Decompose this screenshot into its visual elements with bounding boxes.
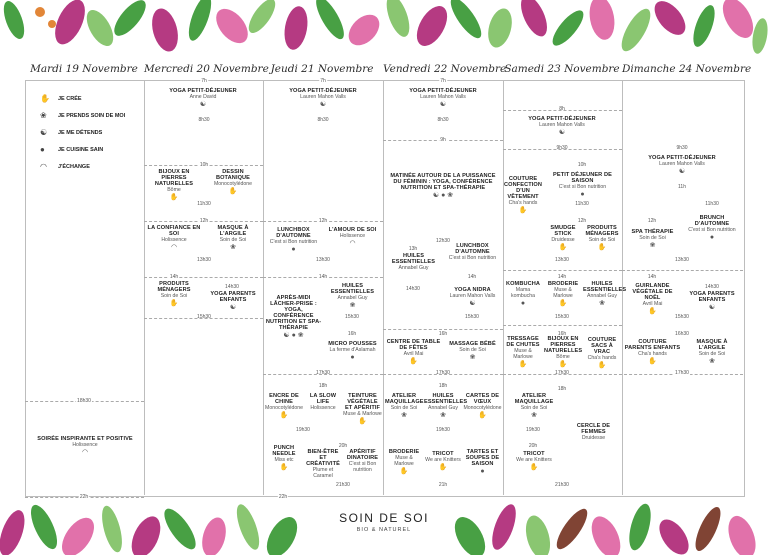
day-header-sunday: Dimanche 24 Novembre [622, 63, 752, 75]
hand-icon: ✋ [169, 194, 179, 201]
meditation-icon: ☯ [40, 127, 48, 137]
time-label: 11h [678, 184, 686, 190]
legend [40, 90, 125, 175]
legend-item: ◠ J'ÉCHANGE [40, 161, 90, 171]
hand-icon: ✋ [438, 464, 448, 471]
column-divider [383, 80, 384, 495]
meditation-icon: ☯ [229, 304, 237, 311]
event-thu-slow: LA SLOW LIFE Holissence [309, 393, 337, 411]
time-label: 9h30 [556, 145, 568, 151]
event-thu-teinture: TEINTURE VÉGÉTALE ET APÉRITIF Muse & Marlowe ✋ [343, 393, 382, 425]
time-label: 19h30 [296, 427, 310, 433]
time-label: 15h30 [465, 314, 479, 320]
time-label: 7h [320, 78, 326, 84]
event-thu-aperitif: APÉRITIF DINATOIRE C'est si Bon nutrition [346, 449, 379, 473]
time-label: 13h [408, 246, 418, 252]
event-thu-punch: PUNCH NEEDLE Miss etc ✋ [265, 445, 303, 472]
time-label: 11h30 [575, 201, 589, 207]
event-sun-spa: SPA THÉRAPIE Soin de Soi ❀ [624, 229, 681, 250]
time-label: 13h30 [675, 257, 689, 263]
event-sat-couture: COUTURE CONFECTION D'UN VÊTEMENT Cha's hands ✋ [504, 176, 542, 214]
event-wed-yoga: YOGA PETIT-DÉJEUNER Anne David ☯ [148, 88, 258, 109]
time-line [503, 325, 622, 326]
lotus-icon: ❀ [230, 244, 236, 251]
hand-icon: ✋ [518, 361, 528, 368]
legend-item: ✋ JE CRÉE [40, 93, 82, 103]
event-sun-couture: COUTURE PARENTS ENFANTS Cha's hands ✋ [624, 339, 681, 365]
day-header-tuesday: Mardi 19 Novembre [30, 63, 138, 75]
apple-icon: ● [480, 468, 485, 475]
lotus-icon: ❀ [649, 242, 656, 249]
time-label: 15h30 [197, 314, 211, 320]
apple-icon: ● [709, 234, 715, 241]
event-sat-kombucha: KOMBUCHA Mama kombucha ● [505, 281, 541, 307]
hand-icon: ✋ [558, 244, 568, 251]
time-label: 17h30 [675, 370, 689, 376]
lotus-icon: ❀ [440, 412, 446, 419]
hand-icon: ✋ [279, 464, 289, 471]
time-line [263, 374, 383, 375]
event-wed-yoga-pe: YOGA PARENTS ENFANTS ☯ [205, 291, 261, 312]
time-label: 15h30 [675, 314, 689, 320]
event-sat-tricot: TRICOT We are Knitters ✋ [506, 451, 562, 472]
hand-icon: ✋ [518, 207, 528, 214]
time-label: 14h30 [705, 284, 719, 290]
time-label: 16h30 [675, 331, 689, 337]
day-header-thursday: Jeudi 21 Novembre [270, 63, 374, 75]
time-label: 19h30 [526, 427, 540, 433]
time-label: 18h [557, 386, 567, 392]
column-divider [144, 80, 145, 495]
time-label: 13h30 [555, 257, 569, 263]
time-label: 7h [440, 78, 446, 84]
event-fri-tartes: TARTES ET SOUPES DE SAISON ● [463, 449, 502, 476]
lips-icon: ◠ [40, 161, 47, 171]
time-line [144, 277, 263, 278]
hand-icon: ✋ [169, 300, 179, 307]
event-thu-encre: ENCRE DE CHINE Monocotylédone ✋ [265, 393, 304, 419]
meditation-icon: ☯ ● ❀ [432, 192, 454, 199]
time-label: 14h [647, 274, 657, 280]
time-label: 11h30 [197, 201, 211, 207]
time-label: 9h30 [676, 145, 688, 151]
legend-item: ☯ JE ME DÉTENDS [40, 127, 103, 137]
time-label: 8h30 [198, 117, 210, 123]
hand-icon: ✋ [648, 358, 657, 365]
time-label: 13h30 [316, 257, 330, 263]
event-thu-lunchbox: LUNCHBOX D'AUTOMNE C'est si Bon nutrition ● [265, 227, 322, 254]
time-label: 7h [201, 78, 207, 84]
meditation-icon: ☯ [558, 129, 566, 136]
brand-tagline: BIO & NATUREL [356, 527, 412, 533]
time-line [383, 374, 503, 375]
event-sat-bijoux: BIJOUX EN PIERRES NATURELLES Bôme ✋ [544, 336, 583, 368]
time-label: 14h [467, 274, 477, 280]
hand-icon: ✋ [228, 188, 238, 195]
time-label: 16h [557, 331, 567, 337]
apple-icon: ● [350, 354, 355, 361]
time-line [383, 329, 503, 330]
time-label: 19h30 [436, 427, 450, 433]
time-label: 14h [318, 274, 328, 280]
time-label: 21h [438, 482, 448, 488]
event-sun-masque: MASQUE À L'ARGILE Soin de Soi ❀ [683, 339, 741, 366]
time-label: 14h [557, 274, 567, 280]
meditation-icon: ☯ [708, 304, 716, 311]
meditation-icon: ☯ [319, 101, 327, 108]
time-label: 22h [79, 494, 89, 500]
time-label: 18h [318, 383, 328, 389]
meditation-icon: ☯ [199, 101, 207, 108]
day-header-saturday: Samedi 23 Novembre [504, 63, 620, 75]
time-label: 17h30 [436, 370, 450, 376]
time-label: 12h [577, 218, 587, 224]
event-wed-confiance: LA CONFIANCE EN SOI Holissence ◠ [147, 225, 201, 251]
event-sat-huiles: HUILES ESSENTIELLES Annabel Guy ❀ [583, 281, 627, 307]
event-sat-petitdej: PETIT DÉJEUNER DE SAISON C'est si Bon nutrition ● [544, 172, 621, 199]
time-line [503, 110, 622, 111]
lotus-icon: ❀ [599, 300, 605, 307]
time-label: 18h [438, 383, 448, 389]
legend-item: ❀ JE PRENDS SOIN DE MOI [40, 110, 126, 120]
event-wed-masque: MASQUE À L'ARGILE Soin de Soi ❀ [205, 225, 261, 252]
time-line [144, 318, 263, 319]
event-sat-yoga: YOGA PETIT-DÉJEUNER Lauren Mahon Valls ☯ [507, 116, 617, 137]
time-label: 21h30 [555, 482, 569, 488]
lotus-icon: ❀ [40, 110, 47, 120]
apple-icon: ● [40, 144, 45, 154]
event-fri-atelier: ATELIER MAQUILLAGE Soin de Soi ❀ [385, 393, 424, 419]
event-sat-broderie: BRODERIE Muse & Marlowe ✋ [544, 281, 582, 308]
event-sat-produits: PRODUITS MÉNAGERS Soin de Soi ✋ [583, 225, 621, 252]
hand-icon: ✋ [558, 300, 568, 307]
meditation-icon: ☯ [439, 101, 447, 108]
event-sat-smudge: SMUDGE STICK Druidesse ✋ [544, 225, 582, 252]
event-sat-tressage: TRESSAGE DE CHUTES Muse & Marlowe ✋ [504, 336, 542, 369]
brand-logo [0, 511, 768, 533]
hand-icon: ✋ [399, 468, 409, 475]
hand-icon: ✋ [648, 308, 657, 315]
lips-icon: ◠ [349, 240, 356, 247]
time-label: 11h30 [705, 201, 719, 207]
event-fri-centre: CENTRE DE TABLE DE FÊTES Avril Mai ✋ [386, 339, 441, 365]
foliage-top-decoration [0, 0, 768, 62]
time-line [503, 270, 622, 271]
apple-icon: ● [520, 300, 526, 307]
lotus-icon: ❀ [349, 302, 356, 309]
lips-icon: ◠ [170, 244, 178, 251]
time-label: 16h [438, 331, 448, 337]
event-fri-nidra: YOGA NIDRA Lauren Mahon Valls ☯ [444, 287, 501, 308]
event-wed-produits: PRODUITS MÉNAGERS Soin de Soi ✋ [146, 281, 202, 308]
time-label: 20h [528, 443, 538, 449]
time-label: 15h30 [345, 314, 359, 320]
event-sat-sacs: COUTURE SACS À VRAC Cha's hands ✋ [583, 337, 621, 370]
hand-icon: ✋ [358, 418, 367, 425]
apple-icon: ● [580, 191, 585, 198]
event-fri-matinee: MATINÉE AUTOUR DE LA PUISSANCE DU FÉMININ : YOGA, CONFÉRENCE NUTRITION ET SPA-THÉRAPIE ☯ ● ❀ [387, 173, 499, 200]
lotus-icon: ❀ [401, 412, 407, 419]
brand-name: SOIN DE SOI [339, 511, 429, 525]
meditation-icon: ☯ ● ❀ [283, 332, 304, 339]
time-label: 9h [440, 137, 446, 143]
event-thu-huiles: HUILES ESSENTIELLES Annabel Guy ❀ [324, 283, 381, 310]
event-thu-micro: MICRO POUSSES La ferme d'Aslamah ● [324, 341, 381, 362]
hand-icon: ✋ [279, 412, 289, 419]
event-thu-bienetre: BIEN-ÊTRE ET CRÉATIVITÉ Plume et Caramel [306, 449, 340, 479]
legend-item: ● JE CUISINE SAIN [40, 144, 104, 154]
time-label: 12h30 [436, 238, 450, 244]
time-label: 22h [278, 494, 288, 500]
time-label: 12h [647, 218, 657, 224]
event-fri-huiles: HUILES ESSENTIELLES Annabel Guy [391, 253, 436, 271]
hand-icon: ✋ [597, 244, 607, 251]
time-label: 14h30 [406, 286, 420, 292]
event-fri-yoga: YOGA PETIT-DÉJEUNER Lauren Mahon Valls ☯ [387, 88, 499, 109]
event-sun-guirlande: GUIRLANDE VÉGÉTALE DE NOËL Avril Mai ✋ [624, 283, 681, 316]
day-header-friday: Vendredi 22 Novembre [383, 63, 507, 75]
time-label: 20h [338, 443, 348, 449]
lips-icon: ◠ [81, 449, 89, 456]
time-label: 12h [199, 218, 209, 224]
lotus-icon: ❀ [469, 354, 476, 361]
hand-icon: ✋ [558, 361, 568, 368]
time-label: 8h30 [317, 117, 329, 123]
event-fri-lunchbox: LUNCHBOX D'AUTOMNE C'est si Bon nutrition [448, 243, 497, 261]
column-divider [263, 80, 264, 495]
time-label: 21h30 [336, 482, 350, 488]
time-label: 10h [199, 162, 209, 168]
lotus-icon: ❀ [709, 358, 715, 365]
event-sun-brunch: BRUNCH D'AUTOMNE C'est si Bon nutrition ● [683, 215, 741, 242]
time-label: 17h30 [555, 370, 569, 376]
time-label: 18h30 [77, 398, 91, 404]
apple-icon: ● [291, 246, 296, 253]
event-fri-massage: MASSAGE BÉBÉ Soin de Soi ❀ [444, 341, 501, 362]
event-fri-broderie: BRODERIE Muse & Marlowe ✋ [385, 449, 423, 476]
time-label: 15h30 [555, 314, 569, 320]
time-label: 8h [559, 106, 565, 112]
event-fri-tricot: TRICOT We are Knitters ✋ [425, 451, 461, 471]
hand-icon: ✋ [478, 412, 487, 419]
event-sat-atelier: ATELIER MAQUILLAGE Soin de Soi ❀ [506, 393, 562, 420]
event-thu-amour: L'AMOUR DE SOI Holissence ◠ [324, 227, 381, 248]
time-label: 10h [577, 162, 587, 168]
hand-icon: ✋ [529, 464, 539, 471]
event-wed-dessin: DESSIN BOTANIQUE Monocotylédone ✋ [205, 169, 261, 196]
hand-icon: ✋ [409, 358, 418, 365]
event-fri-cartes: CARTES DE VŒUX Monocotylédone ✋ [463, 393, 502, 419]
hand-icon: ✋ [597, 362, 607, 369]
time-label: 13h30 [197, 257, 211, 263]
event-thu-yoga: YOGA PETIT-DÉJEUNER Lauren Mahon Valls ☯ [267, 88, 379, 109]
time-label: 14h [169, 274, 179, 280]
event-thu-apres-midi: APRÈS-MIDI LÂCHER-PRISE : YOGA, CONFÉRENCE NUTRITION ET SPA-THÉRAPIE ☯ ● ❀ [265, 295, 322, 339]
time-line [503, 374, 743, 375]
time-line [503, 149, 622, 150]
event-sat-cercle: CERCLE DE FEMMES Druidesse [576, 423, 611, 441]
hand-icon: ✋ [40, 93, 50, 103]
time-label: 14h30 [225, 284, 239, 290]
time-label: 8h30 [437, 117, 449, 123]
event-sun-yoga-pe: YOGA PARENTS ENFANTS ☯ [683, 291, 741, 312]
event-tue-soiree: SOIRÉE INSPIRANTE ET POSITIVE Holissence ◠ [30, 436, 140, 457]
day-header-wednesday: Mercredi 20 Novembre [144, 63, 269, 75]
event-wed-bijoux: BIJOUX EN PIERRES NATURELLES Bôme ✋ [146, 169, 202, 202]
event-fri-huiles2: HUILES ESSENTIELLES Annabel Guy ❀ [424, 393, 468, 419]
time-label: 17h30 [316, 370, 330, 376]
time-label: 16h [347, 331, 357, 337]
lotus-icon: ❀ [531, 412, 537, 419]
meditation-icon: ☯ [469, 300, 476, 307]
time-label: 12h [318, 218, 328, 224]
meditation-icon: ☯ [678, 168, 686, 175]
time-line [622, 270, 743, 271]
event-sun-yoga: YOGA PETIT-DÉJEUNER Lauren Mahon Valls ☯ [626, 155, 738, 176]
